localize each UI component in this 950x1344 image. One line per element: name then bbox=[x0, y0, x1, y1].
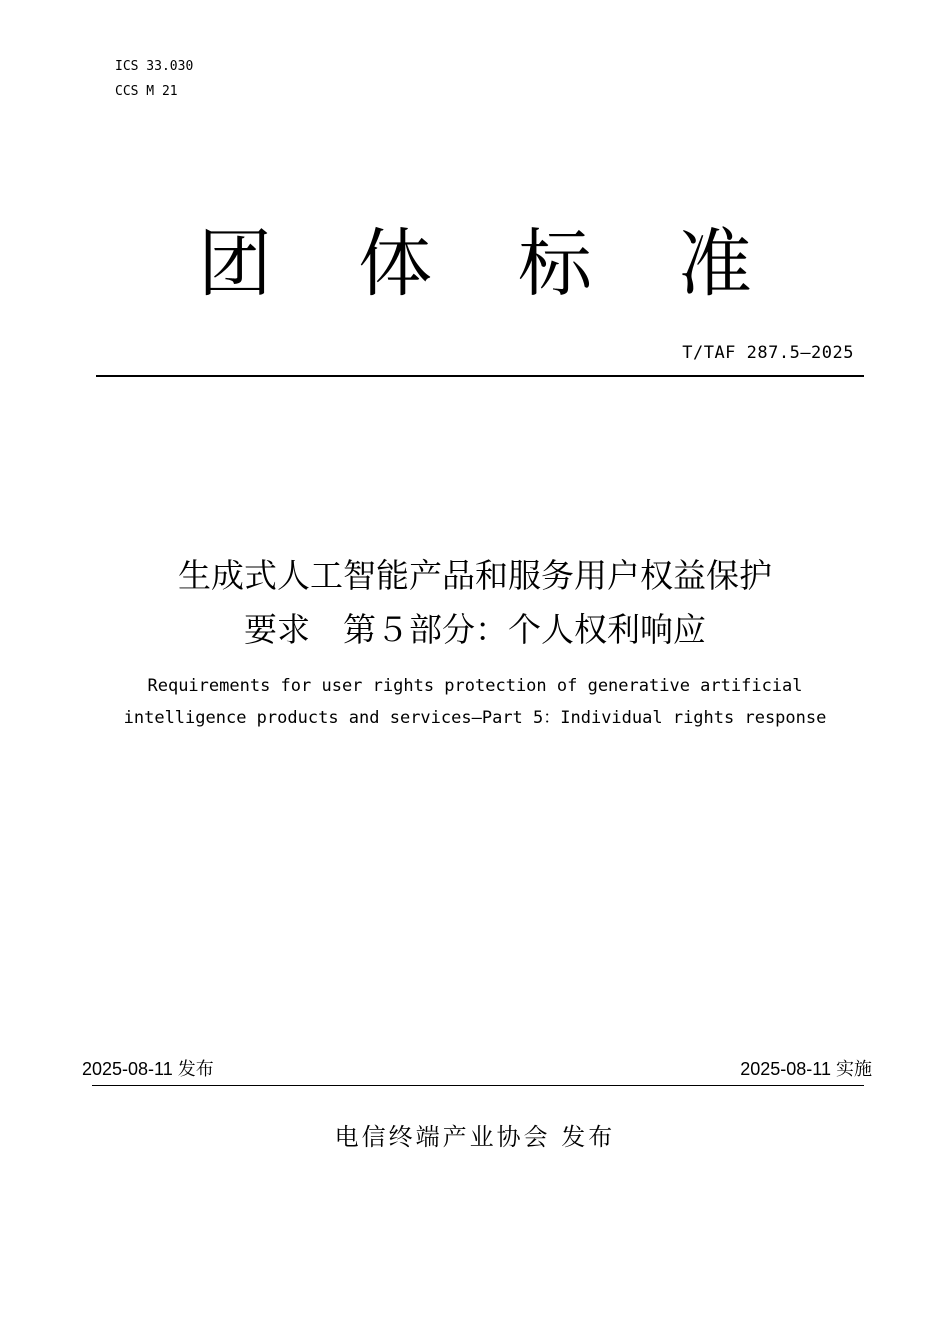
title-chinese-line-1: 生成式人工智能产品和服务用户权益保护 bbox=[178, 556, 772, 595]
publish-date: 2025-08-11 发布 bbox=[82, 1059, 214, 1079]
standard-type-char: 准 bbox=[678, 221, 752, 307]
publisher-line: 电信终端产业协会 发布 bbox=[334, 1123, 616, 1151]
standard-type-char: 标 bbox=[518, 221, 592, 307]
header-divider bbox=[96, 375, 864, 377]
standard-type-heading bbox=[0, 222, 950, 306]
footer-divider bbox=[92, 1085, 864, 1086]
ics-code: ICS 33.030 bbox=[115, 59, 194, 74]
title-english-line-2: intelligence products and services—Part 5：Individual rights response bbox=[123, 708, 827, 728]
standard-type-char: 体 bbox=[358, 221, 432, 307]
title-english-line-1: Requirements for user rights protection of generative artificial bbox=[147, 676, 803, 696]
title-chinese-line-2: 要求 第５部分：个人权利响应 bbox=[244, 610, 706, 649]
standard-number: T/TAF 287.5—2025 bbox=[682, 343, 854, 363]
ccs-code: CCS M 21 bbox=[115, 84, 178, 99]
implementation-date: 2025-08-11 实施 bbox=[740, 1059, 872, 1079]
standard-type-char: 团 bbox=[198, 221, 272, 307]
